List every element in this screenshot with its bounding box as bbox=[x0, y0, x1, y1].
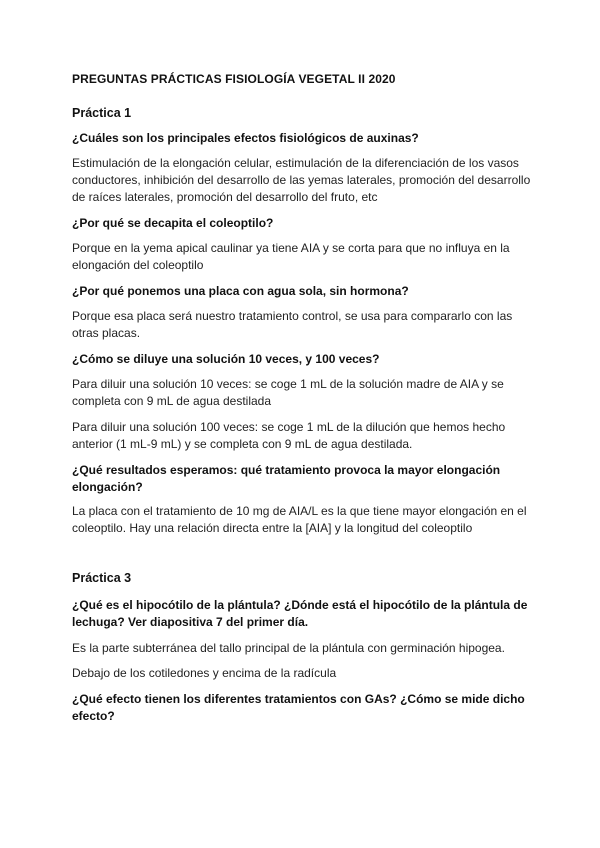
question-4: ¿Cómo se diluye una solución 10 veces, y 100 veces? bbox=[72, 352, 380, 366]
answer-3: Porque esa placa será nuestro tratamiento control, se usa para compararlo con las otras placas. bbox=[72, 309, 513, 340]
answer-5: La placa con el tratamiento de 10 mg de AIA/L es la que tiene mayor elongación en el coleoptilo. Hay una relación directa entre la [AIA] y la longitud del coleoptilo bbox=[72, 504, 527, 535]
question-2: ¿Por qué se decapita el coleoptilo? bbox=[72, 216, 274, 230]
answer-4-part-1: Para diluir una solución 10 veces: se coge 1 mL de la solución madre de AIA y se completa con 9 mL de agua destilada bbox=[72, 377, 504, 408]
question-1: ¿Cuáles son los principales efectos fisiológicos de auxinas? bbox=[72, 131, 419, 145]
section-heading-practica-3: Práctica 3 bbox=[72, 571, 132, 585]
question-5: ¿Qué resultados esperamos: qué tratamiento provoca la mayor elongación elongación? bbox=[72, 463, 501, 494]
answer-4-part-2: Para diluir una solución 100 veces: se coge 1 mL de la dilución que hemos hecho anterior (1 mL-9 mL) y se completa con 9 mL de agua destilada. bbox=[72, 420, 506, 451]
answer-6-part-1: Es la parte subterránea del tallo principal de la plántula con germinación hipogea. bbox=[72, 641, 505, 655]
question-6: ¿Qué es el hipocótilo de la plántula? ¿Dónde está el hipocótilo de la plántula de lechuga? Ver diapositiva 7 del primer día. bbox=[72, 598, 528, 629]
answer-6-part-2: Debajo de los cotiledones y encima de la radícula bbox=[72, 666, 337, 680]
question-7: ¿Qué efecto tienen los diferentes tratamientos con GAs? ¿Cómo se mide dicho efecto? bbox=[72, 692, 525, 723]
document-title: PREGUNTAS PRÁCTICAS FISIOLOGÍA VEGETAL II 2020 bbox=[72, 72, 396, 86]
answer-1: Estimulación de la elongación celular, estimulación de la diferenciación de los vasos conductores, inhibición del desarrollo de las yemas laterales, promoción del desarrollo de raíces laterales, promoción del desarrollo del fruto, etc bbox=[72, 156, 531, 204]
answer-2: Porque en la yema apical caulinar ya tiene AIA y se corta para que no influya en la elongación del coleoptilo bbox=[72, 241, 510, 272]
section-heading-practica-1: Práctica 1 bbox=[72, 106, 132, 120]
question-3: ¿Por qué ponemos una placa con agua sola, sin hormona? bbox=[72, 284, 409, 298]
